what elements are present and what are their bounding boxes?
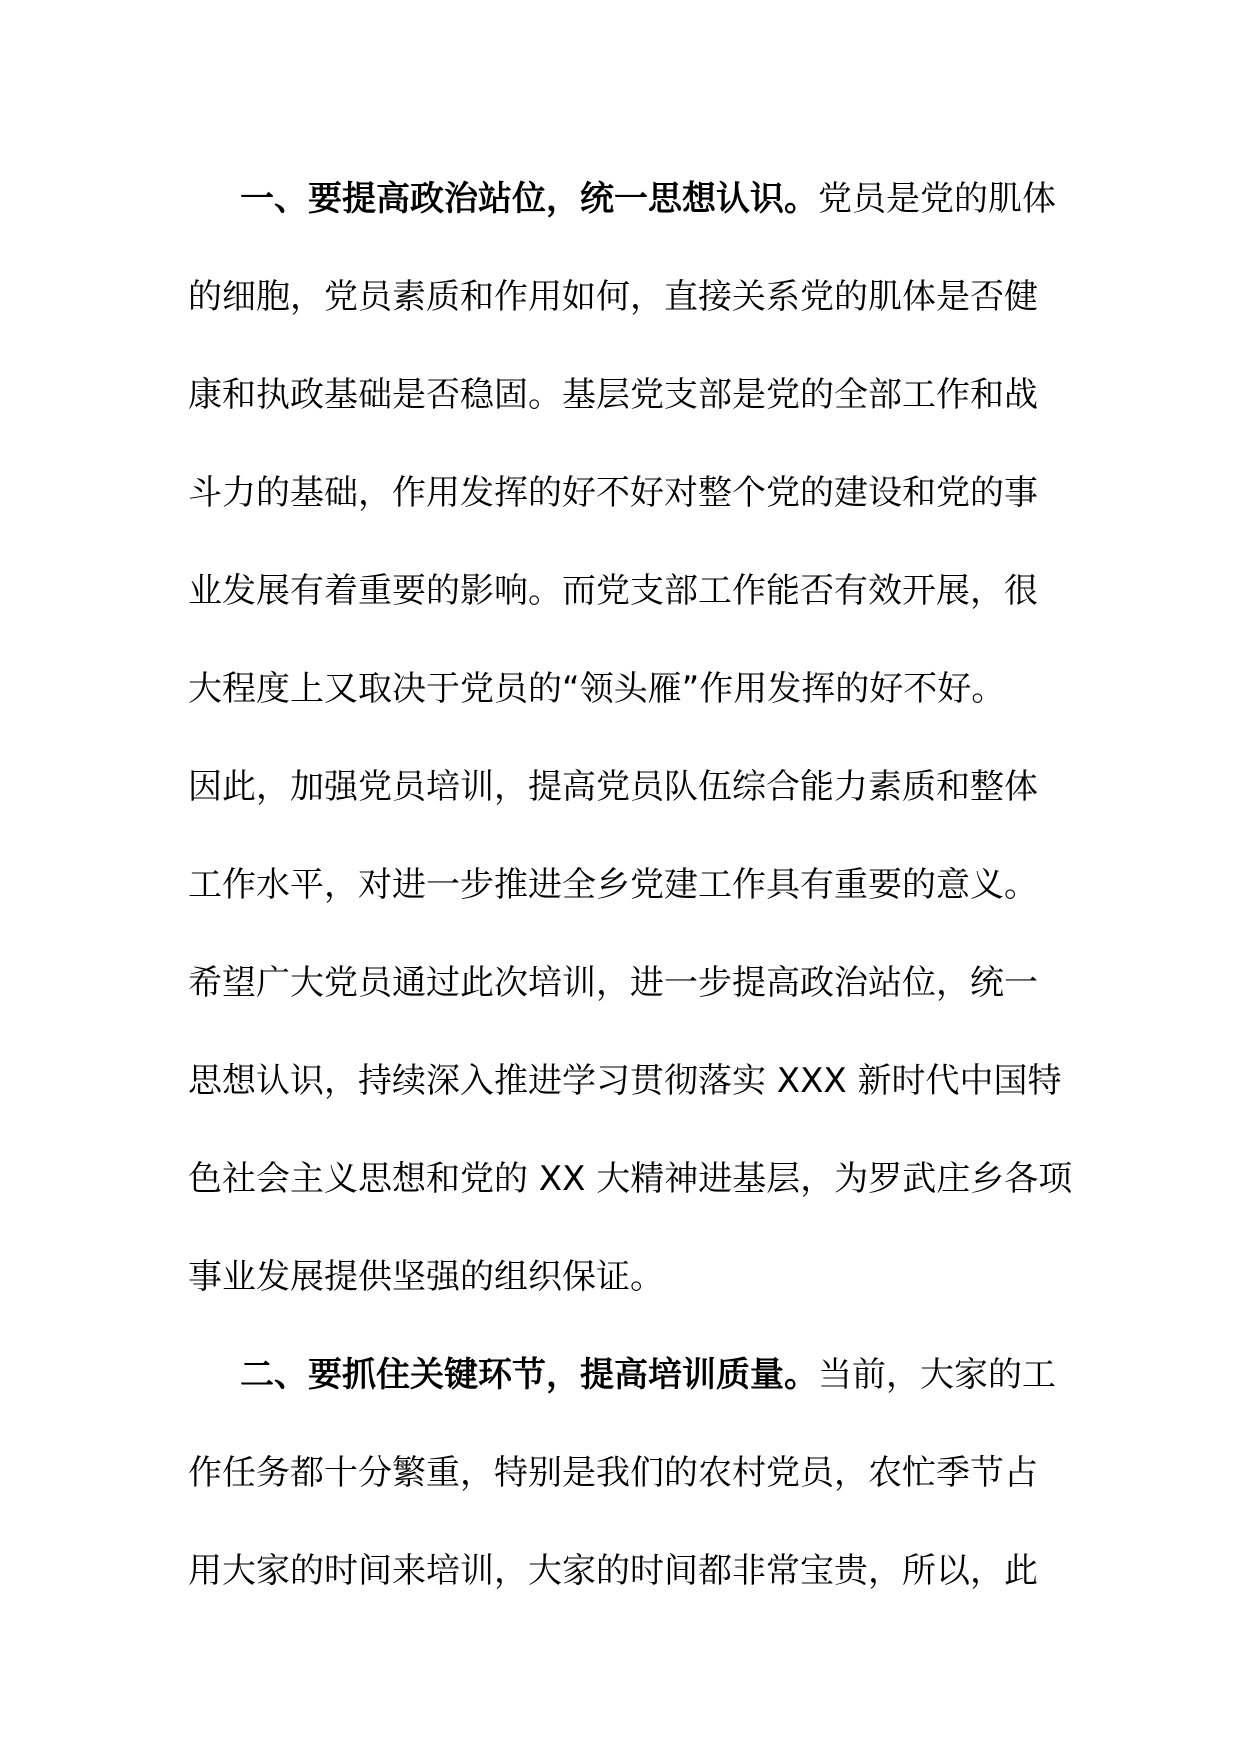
paragraph-1-line-11: 事业发展提供坚强的组织保证。	[188, 1257, 664, 1297]
paragraph-1-line-4: 业发展有着重要的影响。而党支部工作能否有效开展，很	[188, 571, 1038, 611]
paragraph-1-line-9: 思想认识，持续深入推进学习贯彻落实 XXX 新时代中国特	[188, 1061, 1062, 1101]
paragraph-2-first-line	[188, 1326, 1058, 1424]
paragraph-2-line-2: 用大家的时间来培训，大家的时间都非常宝贵，所以，此	[188, 1551, 1038, 1591]
paragraph-2-first-line-text: 当前，大家的工	[818, 1355, 1056, 1395]
paragraph-1-first-line-text: 党员是党的肌体	[818, 179, 1056, 219]
paragraph-1-line-3: 斗力的基础，作用发挥的好不好对整个党的建设和党的事	[188, 473, 1038, 513]
document-body	[188, 150, 1073, 1620]
paragraph-1-line-6: 因此，加强党员培训，提高党员队伍综合能力素质和整体	[188, 767, 1038, 807]
paragraph-1-line-7: 工作水平，对进一步推进全乡党建工作具有重要的意义。	[188, 865, 1038, 905]
paragraph-1-heading: 一、要提高政治站位，统一思想认识。	[240, 179, 818, 219]
paragraph-1-line-1: 的细胞，党员素质和作用如何，直接关系党的肌体是否健	[188, 277, 1038, 317]
paragraph-1-line-5: 大程度上又取决于党员的“领头雁”作用发挥的好不好。	[188, 669, 1006, 709]
paragraph-1-line-8: 希望广大党员通过此次培训，进一步提高政治站位，统一	[188, 963, 1038, 1003]
paragraph-1-line-10: 色社会主义思想和党的 XX 大精神进基层，为罗武庄乡各项	[188, 1159, 1073, 1199]
paragraph-2-heading: 二、要抓住关键环节，提高培训质量。	[240, 1355, 818, 1395]
paragraph-2-line-1: 作任务都十分繁重，特别是我们的农村党员，农忙季节占	[188, 1453, 1038, 1493]
paragraph-1-line-2: 康和执政基础是否稳固。基层党支部是党的全部工作和战	[188, 375, 1038, 415]
paragraph-1-first-line	[188, 150, 1058, 248]
